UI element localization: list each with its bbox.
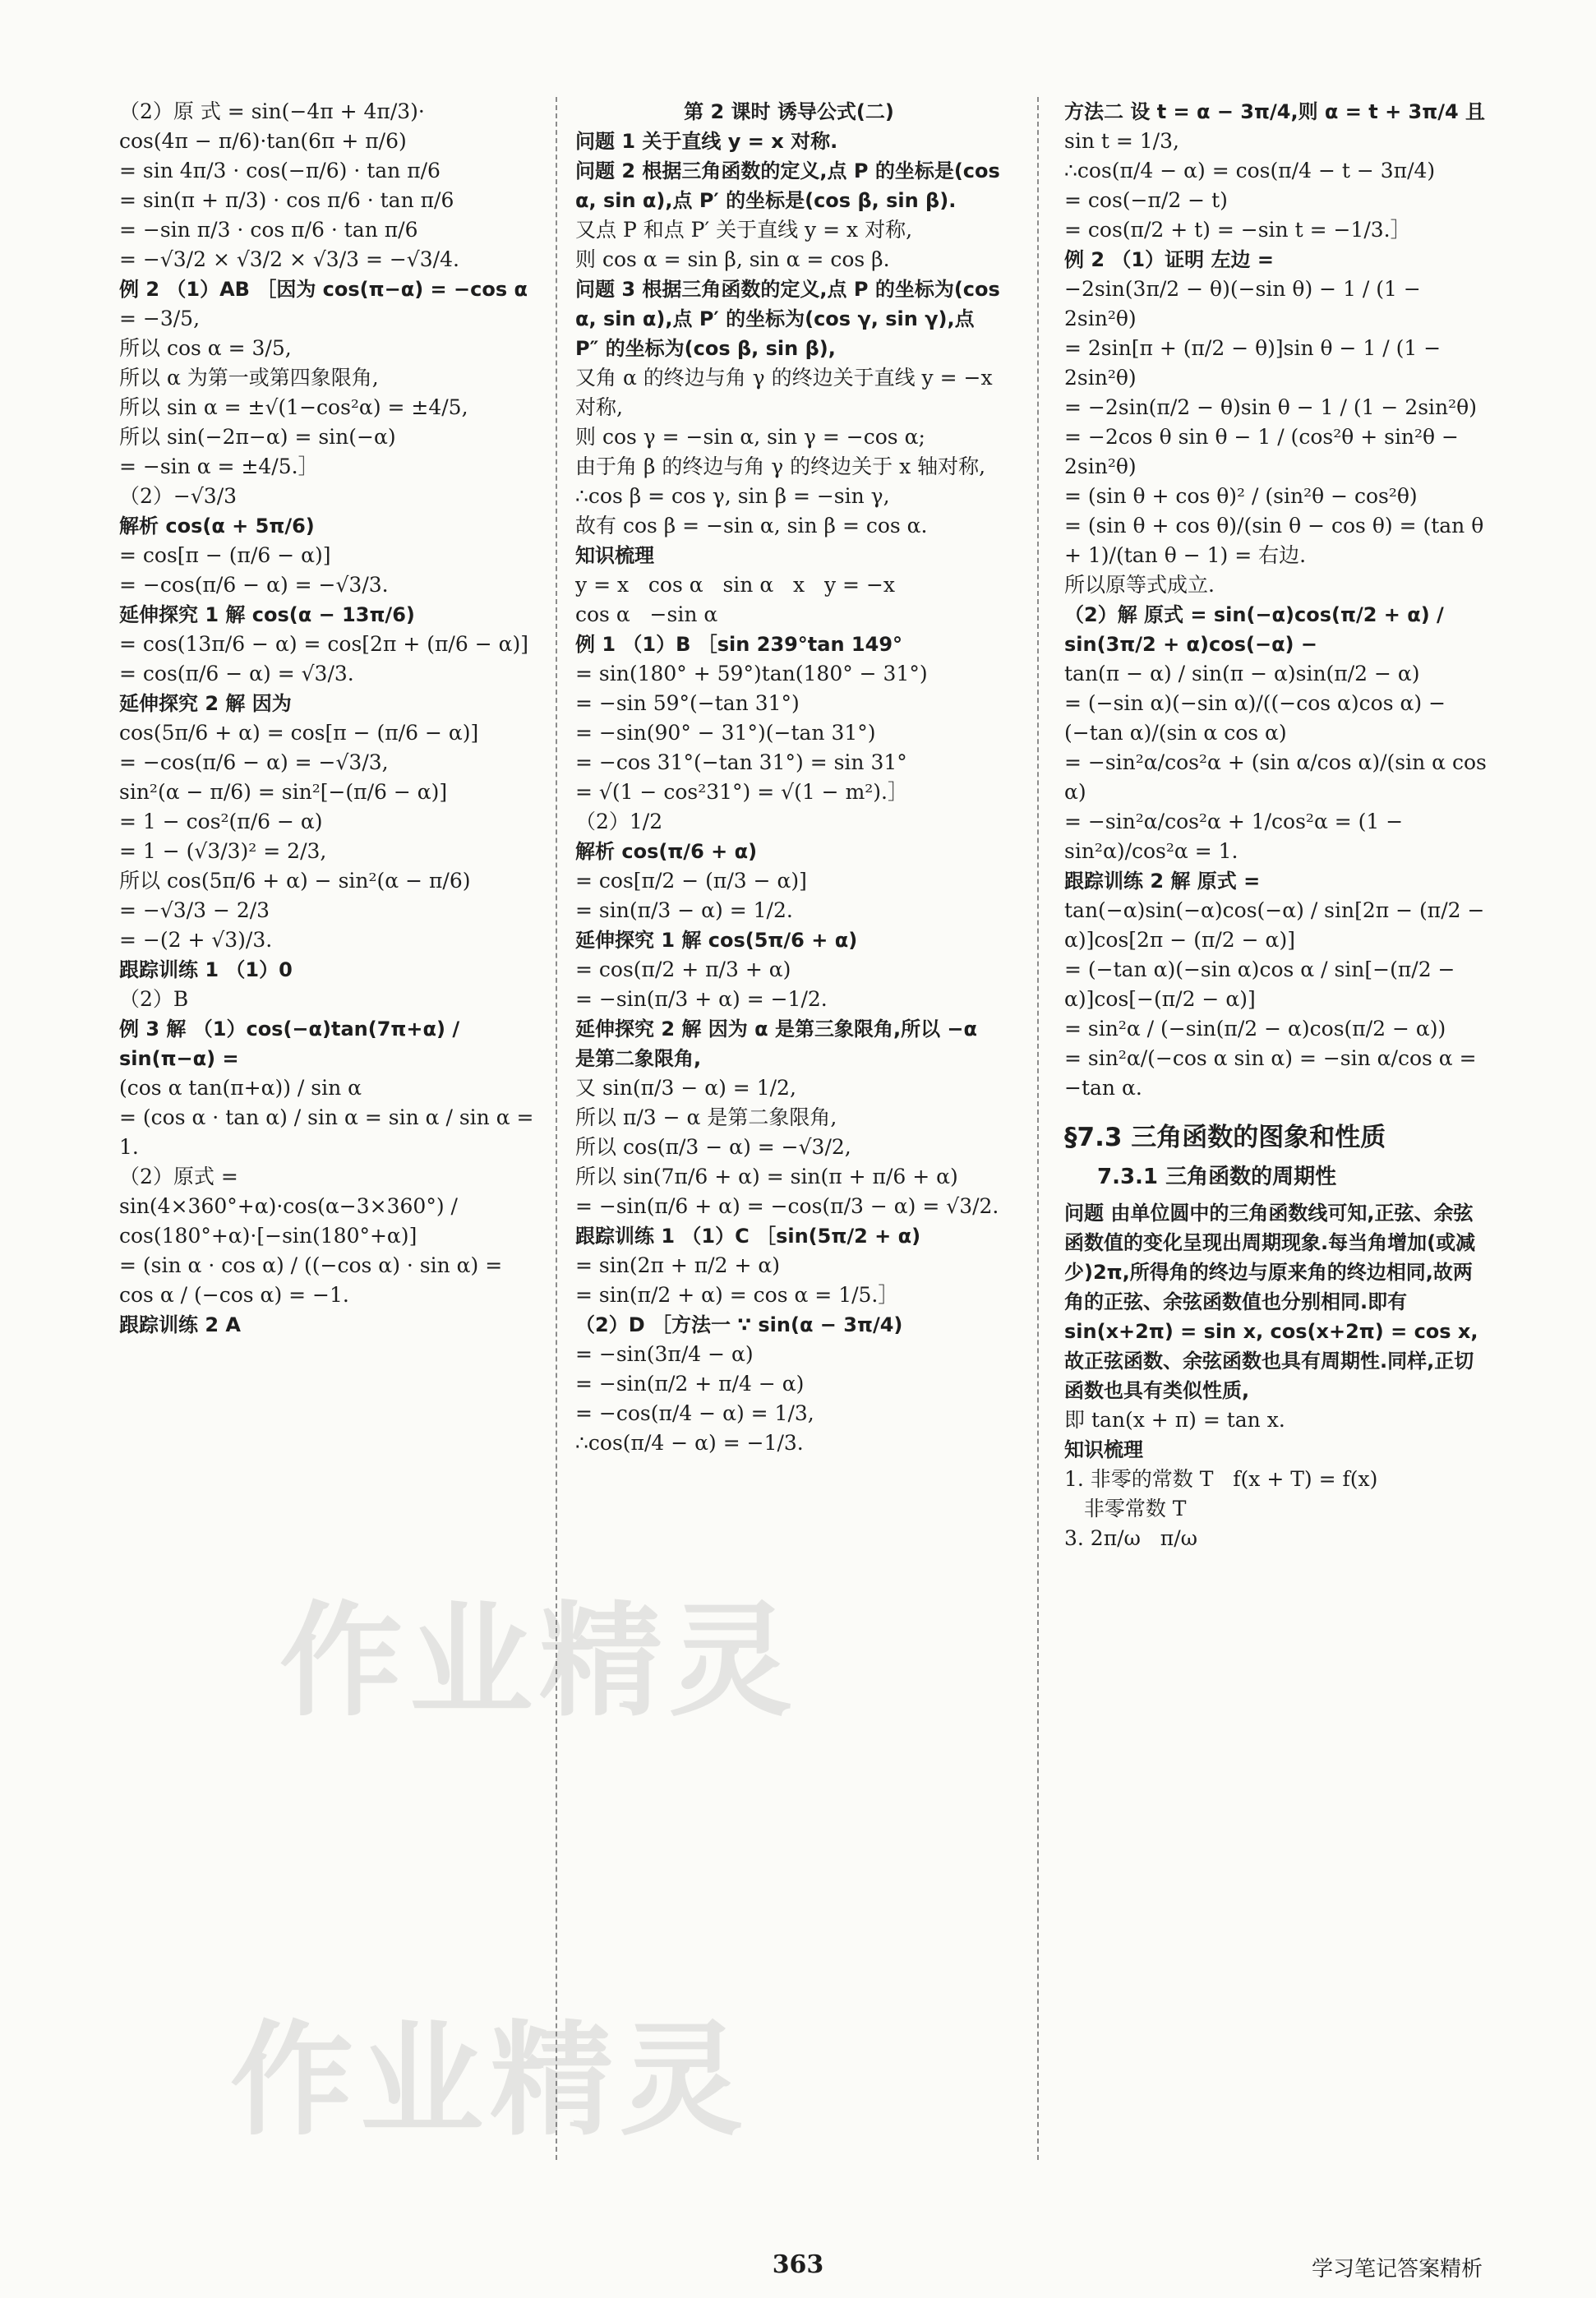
text-line: 所以 sin(7π/6 + α) = sin(π + π/6 + α) xyxy=(575,1165,958,1188)
text-line: = cos(13π/6 − α) = cos[2π + (π/6 − α)] xyxy=(119,632,528,656)
text-line: cos(4π − π/6)·tan(6π + π/6) xyxy=(119,129,407,153)
footer-label: 学习笔记答案精析 xyxy=(1311,2257,1483,2282)
text-line: （2）原式 = xyxy=(119,1165,238,1188)
text-line: 跟踪训练 1 （1）C ［sin(5π/2 + α) xyxy=(575,1225,921,1248)
text-line: tan(−α)sin(−α)cos(−α) / sin[2π − (π/2 − α)]cos[2π − (π/2 − α)] xyxy=(1064,898,1492,952)
answer-block-right-bottom xyxy=(1064,1198,1492,1553)
text-line: 方法二 设 t = α − 3π/4,则 α = t + 3π/4 且 xyxy=(1064,100,1486,123)
answer-column-left xyxy=(119,97,541,1340)
text-line: 所以 cos(5π/6 + α) − sin²(α − π/6) xyxy=(119,869,471,893)
text-line: = (sin θ + cos θ)/(sin θ − cos θ) = (tan θ + 1)/(tan θ − 1) = 右边. xyxy=(1064,514,1491,567)
text-line: = cos(π/6 − α) = √3/3. xyxy=(119,662,354,685)
text-line: ∴cos(π/4 − α) = cos(π/4 − t − 3π/4) xyxy=(1064,159,1436,182)
text-line: = −√3/3 − 2/3 xyxy=(119,898,270,922)
text-line: = −cos(π/6 − α) = −√3/3. xyxy=(119,573,389,597)
text-line: （2）B xyxy=(119,987,189,1011)
text-line: 例 3 解 （1）cos(−α)tan(7π+α) / sin(π−α) = xyxy=(119,1017,467,1070)
text-line: 则 cos α = sin β, sin α = cos β. xyxy=(575,247,890,271)
text-line: = −2cos θ sin θ − 1 / (cos²θ + sin²θ − 2sin²θ) xyxy=(1064,425,1465,478)
text-line: = −cos 31°(−tan 31°) = sin 31° xyxy=(575,750,907,774)
text-line: = −2sin(π/2 − θ)sin θ − 1 / (1 − 2sin²θ) xyxy=(1064,395,1477,419)
text-line: 即 tan(x + π) = tan x. xyxy=(1064,1408,1285,1432)
text-line: cos α −sin α xyxy=(575,602,718,626)
text-line: 故有 cos β = −sin α, sin β = cos α. xyxy=(575,514,928,538)
text-line: 所以 π/3 − α 是第二象限角, xyxy=(575,1105,837,1129)
text-line: = −3/5, xyxy=(119,307,201,330)
text-line: 跟踪训练 2 A xyxy=(119,1313,241,1336)
text-line: 问题 3 根据三角函数的定义,点 P 的坐标为(cos α, sin α),点 P′ 的坐标为(cos γ, sin γ),点 P″ 的坐标为(cos β, sin β), xyxy=(575,278,1008,360)
text-line: 又角 α 的终边与角 γ 的终边关于直线 y = −x 对称, xyxy=(575,366,999,419)
text-line: y = x cos α sin α x y = −x xyxy=(575,573,896,597)
text-line: = −sin²α/cos²α + (sin α/cos α)/(sin α cos α) xyxy=(1064,750,1493,804)
text-line: 延伸探究 2 解 因为 α 是第三象限角,所以 −α 是第二象限角, xyxy=(575,1017,985,1070)
text-line: 解析 cos(π/6 + α) xyxy=(575,840,758,863)
text-line: = cos(−π/2 − t) xyxy=(1064,188,1228,212)
text-line: = −sin(3π/4 − α) xyxy=(575,1342,754,1366)
text-line: （2）解 原式 = sin(−α)cos(π/2 + α) / sin(3π/2 + α)cos(−α) − xyxy=(1064,603,1451,656)
text-line: = −sin(π/3 + α) = −1/2. xyxy=(575,987,828,1011)
text-line: = −sin²α/cos²α + 1/cos²α = (1 − sin²α)/cos²α = 1. xyxy=(1064,810,1410,863)
text-line: 第 2 课时 诱导公式(二) xyxy=(684,100,894,123)
text-line: 例 1 （1）B ［sin 239°tan 149° xyxy=(575,633,903,656)
text-line: 所以 sin(−2π−α) = sin(−α) xyxy=(119,425,396,449)
text-line: cos(5π/6 + α) = cos[π − (π/6 − α)] xyxy=(119,721,479,745)
text-line: 问题 1 关于直线 y = x 对称. xyxy=(575,130,838,153)
text-line: 例 2 （1）证明 左边 = xyxy=(1064,248,1274,271)
text-line: = 1 − cos²(π/6 − α) xyxy=(119,810,323,833)
text-line: = −sin π/3 · cos π/6 · tan π/6 xyxy=(119,218,418,242)
page-number: 363 xyxy=(772,2250,824,2279)
text-line: = −sin(90° − 31°)(−tan 31°) xyxy=(575,721,876,745)
text-line: = cos(π/2 + π/3 + α) xyxy=(575,958,791,981)
text-line: = (sin α · cos α) / ((−cos α) · sin α) = cos α / (−cos α) = −1. xyxy=(119,1253,510,1307)
text-line: = √(1 − cos²31°) = √(1 − m²).］ xyxy=(575,780,908,804)
text-line: 例 2 （1）AB ［因为 cos(π−α) = −cos α xyxy=(119,278,528,301)
text-line: = −(2 + √3)/3. xyxy=(119,928,273,952)
text-line: 所以 cos(π/3 − α) = −√3/2, xyxy=(575,1135,851,1159)
text-line: = −sin(π/2 + π/4 − α) xyxy=(575,1372,805,1396)
text-line: −2sin(3π/2 − θ)(−sin θ) − 1 / (1 − 2sin²θ) xyxy=(1064,277,1428,330)
text-line: = (−tan α)(−sin α)cos α / sin[−(π/2 − α)]cos[−(π/2 − α)] xyxy=(1064,958,1462,1011)
text-line: = (cos α · tan α) / sin α = sin α / sin α = 1. xyxy=(119,1105,541,1159)
text-line: = −cos(π/4 − α) = 1/3, xyxy=(575,1401,814,1425)
text-line: = sin²α/(−cos α sin α) = −sin α/cos α = −tan α. xyxy=(1064,1046,1483,1100)
text-line: 延伸探究 1 解 cos(5π/6 + α) xyxy=(575,929,858,952)
text-line: 知识梳理 xyxy=(575,544,654,567)
text-line: = cos(π/2 + t) = −sin t = −1/3.］ xyxy=(1064,218,1411,242)
text-line: = sin(π/2 + α) = cos α = 1/5.］ xyxy=(575,1283,899,1307)
subsection-heading: 7.3.1 三角函数的周期性 xyxy=(1097,1165,1337,1189)
text-line: = sin 4π/3 · cos(−π/6) · tan π/6 xyxy=(119,159,441,182)
text-line: (cos α tan(π+α)) / sin α xyxy=(119,1076,362,1100)
text-line: 所以 α 为第一或第四象限角, xyxy=(119,366,379,390)
text-line: 跟踪训练 2 解 原式 = xyxy=(1064,870,1261,893)
text-line: = −sin 59°(−tan 31°) xyxy=(575,691,800,715)
answer-column-right xyxy=(1064,97,1492,1553)
text-line: = −cos(π/6 − α) = −√3/3, xyxy=(119,750,389,774)
text-line: （2）D ［方法一 ∵ sin(α − 3π/4) xyxy=(575,1313,903,1336)
text-line: = sin(2π + π/2 + α) xyxy=(575,1253,780,1277)
text-line: （2）原 式 = sin(−4π + 4π/3)· xyxy=(119,99,425,123)
text-line: 又 sin(π/3 − α) = 1/2, xyxy=(575,1076,796,1100)
text-line: 所以原等式成立. xyxy=(1064,573,1215,597)
text-line: 所以 sin α = ±√(1−cos²α) = ±4/5, xyxy=(119,395,468,419)
text-line: 1. 非零的常数 T f(x + T) = f(x) xyxy=(1064,1467,1378,1491)
text-line: 则 cos γ = −sin α, sin γ = −cos α; xyxy=(575,425,925,449)
text-line: 由于角 β 的终边与角 γ 的终边关于 x 轴对称, xyxy=(575,455,986,478)
text-line: 解析 cos(α + 5π/6) xyxy=(119,515,315,538)
answer-column-middle xyxy=(575,97,1008,1458)
text-line: = (−sin α)(−sin α)/((−cos α)cos α) − (−tan α)/(sin α cos α) xyxy=(1064,691,1452,745)
text-line: = (sin θ + cos θ)² / (sin²θ − cos²θ) xyxy=(1064,484,1418,508)
text-line: 问题 2 根据三角函数的定义,点 P 的坐标是(cos α, sin α),点 P′ 的坐标是(cos β, sin β). xyxy=(575,159,1008,212)
text-line: = cos[π − (π/6 − α)] xyxy=(119,543,331,567)
text-line: 所以 cos α = 3/5, xyxy=(119,336,292,360)
text-line: 知识梳理 xyxy=(1064,1438,1143,1461)
text-line: = −sin α = ±4/5.］ xyxy=(119,455,319,478)
text-line: sin t = 1/3, xyxy=(1064,129,1179,153)
text-line: 又点 P 和点 P′ 关于直线 y = x 对称, xyxy=(575,218,913,242)
column-separator-right xyxy=(1037,97,1039,2160)
watermark-bottom: 作业精灵 xyxy=(230,2010,750,2153)
column-separator-left xyxy=(556,97,557,2160)
text-line: = sin(180° + 59°)tan(180° − 31°) xyxy=(575,662,928,685)
text-line: 延伸探究 1 解 cos(α − 13π/6) xyxy=(119,603,415,626)
text-line: （2）−√3/3 xyxy=(119,484,238,508)
text-line: = sin(π + π/3) · cos π/6 · tan π/6 xyxy=(119,188,454,212)
text-line: = 2sin[π + (π/2 − θ)]sin θ − 1 / (1 − 2sin²θ) xyxy=(1064,336,1448,390)
text-line: 非零常数 T xyxy=(1064,1497,1187,1520)
text-line: = 1 − (√3/3)² = 2/3, xyxy=(119,839,327,863)
text-line: sin(4×360°+α)·cos(α−3×360°) / cos(180°+α)·[−sin(180°+α)] xyxy=(119,1194,464,1248)
section-heading: §7.3 三角函数的图象和性质 xyxy=(1064,1123,1386,1152)
text-line: 问题 由单位圆中的三角函数线可知,正弦、余弦函数值的变化呈现出周期现象.每当角增加(或减少)2π,所得角的终边与原来角的终边相同,故两角的正弦、余弦函数值也分别相同.即有 sin(x+2π) = sin x, cos(x+2π) = cos x,故正弦函数、余弦函数也具有周期性.同样,正切函数也具有类似性质, xyxy=(1064,1202,1478,1402)
text-line: tan(π − α) / sin(π − α)sin(π/2 − α) xyxy=(1064,662,1420,685)
text-line: 跟踪训练 1 （1）0 xyxy=(119,958,293,981)
text-line: 3. 2π/ω π/ω xyxy=(1064,1526,1198,1550)
watermark-top: 作业精灵 xyxy=(279,1590,800,1733)
text-line: = sin²α / (−sin(π/2 − α)cos(π/2 − α)) xyxy=(1064,1017,1446,1041)
text-line: = −√3/2 × √3/2 × √3/3 = −√3/4. xyxy=(119,247,459,271)
text-line: = sin(π/3 − α) = 1/2. xyxy=(575,898,793,922)
text-line: ∴cos β = cos γ, sin β = −sin γ, xyxy=(575,484,890,508)
text-line: = cos[π/2 − (π/3 − α)] xyxy=(575,869,807,893)
text-line: sin²(α − π/6) = sin²[−(π/6 − α)] xyxy=(119,780,448,804)
text-line: 延伸探究 2 解 因为 xyxy=(119,692,292,715)
text-line: ∴cos(π/4 − α) = −1/3. xyxy=(575,1431,804,1455)
text-line: = −sin(π/6 + α) = −cos(π/3 − α) = √3/2. xyxy=(575,1194,999,1218)
answer-block-right-top xyxy=(1064,97,1492,1103)
text-line: （2）1/2 xyxy=(575,810,663,833)
